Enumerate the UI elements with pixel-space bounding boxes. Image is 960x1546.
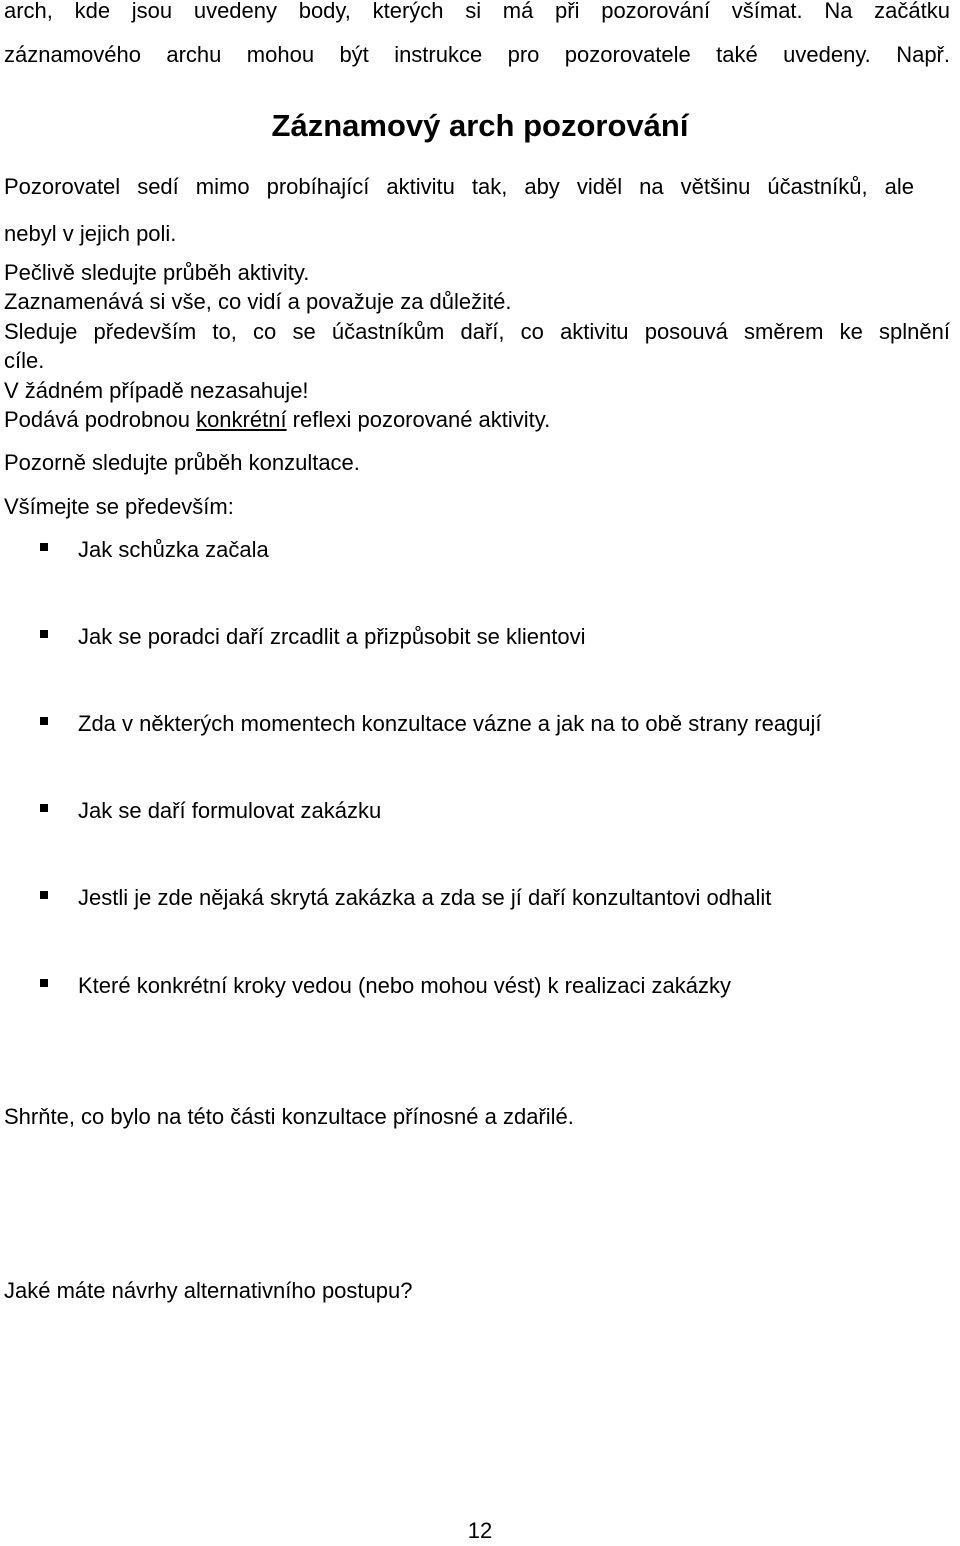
list-item-text: Jak se poradci daří zrcadlit a přizpůsobit se klientovi <box>78 624 586 649</box>
instruction-careful: Pečlivě sledujte průběh aktivity. <box>4 260 310 285</box>
square-bullet-icon <box>40 804 48 812</box>
instruction-consultation: Pozorně sledujte průběh konzultace. <box>4 450 360 475</box>
page-number: 12 <box>467 1518 493 1543</box>
square-bullet-icon <box>40 979 48 987</box>
list-item-text: Zda v některých momentech konzultace vázne a jak na to obě strany reagují <box>78 711 822 736</box>
summary-question: Shrňte, co bylo na této části konzultace přínosné a zdařilé. <box>4 1104 574 1129</box>
square-bullet-icon <box>40 630 48 638</box>
alternatives-question: Jaké máte návrhy alternativního postupu? <box>4 1278 413 1303</box>
instruction-notice: Všímejte se především: <box>4 494 234 519</box>
list-item <box>40 623 585 652</box>
page-title: Záznamový arch pozorování <box>271 108 689 143</box>
list-item <box>40 536 269 565</box>
instruction-follows-line-2: cíle. <box>4 348 45 373</box>
reflex-text-after: reflexi pozorované aktivity. <box>286 407 551 432</box>
reflex-text-before: Podává podrobnou <box>4 407 197 432</box>
intro-line-2: záznamového archu mohou být instrukce pro pozorovatele také uvedeny. Např. <box>4 42 950 67</box>
intro-line-1: arch, kde jsou uvedeny body, kterých si má při pozorování všímat. Na začátku <box>4 0 950 23</box>
reflex-text-underlined: konkrétní <box>196 407 287 432</box>
list-item <box>40 710 822 739</box>
instruction-follows-line-1: Sleduje především to, co se účastníkům daří, co aktivitu posouvá směrem ke splnění <box>4 319 950 344</box>
list-item-text: Jak schůzka začala <box>78 537 269 562</box>
list-item <box>40 797 381 826</box>
list-item <box>40 884 771 913</box>
list-item <box>40 972 731 1001</box>
list-item-text: Jestli je zde nějaká skrytá zakázka a zda se jí daří konzultantovi odhalit <box>78 885 772 910</box>
instruction-records: Zaznamenává si vše, co vidí a považuje za důležité. <box>4 289 512 314</box>
observer-line-1: Pozorovatel sedí mimo probíhající aktivitu tak, aby viděl na většinu účastníků, ale <box>4 174 914 199</box>
square-bullet-icon <box>40 891 48 899</box>
instruction-reflex <box>4 406 550 435</box>
list-item-text: Jak se daří formulovat zakázku <box>78 798 382 823</box>
square-bullet-icon <box>40 717 48 725</box>
square-bullet-icon <box>40 543 48 551</box>
instruction-never: V žádném případě nezasahuje! <box>4 378 309 403</box>
list-item-text: Které konkrétní kroky vedou (nebo mohou vést) k realizaci zakázky <box>78 973 731 998</box>
observer-line-2: nebyl v jejich poli. <box>4 221 177 246</box>
